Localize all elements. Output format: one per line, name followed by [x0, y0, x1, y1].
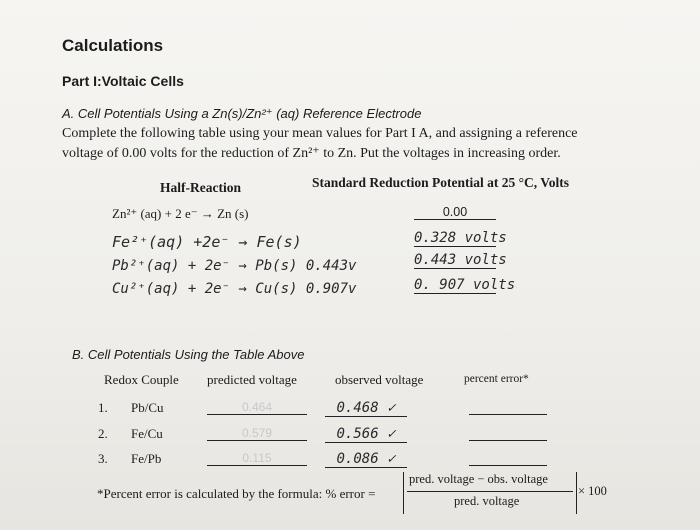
half-reaction-zn: Zn²⁺ (aq) + 2 e⁻ → Zn (s): [112, 206, 249, 221]
row-number: 2.: [98, 426, 108, 441]
fraction-line: [407, 491, 573, 492]
formula-denominator: pred. voltage: [454, 494, 520, 508]
observed-voltage: 0.566 ✓: [325, 426, 407, 443]
page-title: Calculations: [62, 36, 164, 55]
row-number: 3.: [98, 451, 108, 466]
predicted-voltage: 0.115: [207, 451, 307, 466]
redox-couple-label: Fe/Pb: [131, 451, 162, 466]
section-b-heading: B. Cell Potentials Using the Table Above: [72, 347, 305, 362]
half-reaction-fe: Fe²⁺(aq) +2e⁻ → Fe(s): [112, 233, 302, 251]
observed-voltage: 0.086 ✓: [325, 451, 407, 468]
formula-description: *Percent error is calculated by the formula: % error =: [97, 486, 376, 501]
formula-numerator: pred. voltage − obs. voltage: [409, 472, 548, 486]
half-reaction-cu: Cu²⁺(aq) + 2e⁻ → Cu(s) 0.907v: [112, 281, 357, 297]
column-header-half-reaction: Half-Reaction: [160, 180, 241, 195]
potential-zn: 0.00: [414, 205, 496, 220]
column-header-predicted: predicted voltage: [207, 372, 297, 387]
column-header-std-potential: Standard Reduction Potential at 25 °C, Volts: [312, 175, 570, 190]
predicted-voltage: 0.464: [207, 400, 307, 415]
potential-pb: 0.443 volts: [414, 252, 507, 268]
redox-couple-label: Pb/Cu: [131, 400, 164, 415]
percent-error-blank: [469, 400, 547, 415]
part-heading: Part I:Voltaic Cells: [62, 73, 184, 89]
redox-couple-label: Fe/Cu: [131, 426, 163, 441]
absolute-value-bar-right: [576, 472, 577, 514]
column-header-observed: observed voltage: [335, 372, 424, 387]
formula-multiplier: × 100: [578, 484, 607, 498]
column-header-percent-error: percent error*: [464, 373, 529, 385]
percent-error-blank: [469, 426, 547, 441]
instruction-line-1: Complete the following table using your mean values for Part I A, and assigning a reference: [62, 126, 578, 141]
absolute-value-bar-left: [403, 472, 404, 514]
potential-fe: 0.328 volts: [414, 230, 507, 246]
percent-error-blank: [469, 451, 547, 466]
row-number: 1.: [98, 400, 108, 415]
predicted-voltage: 0.579: [207, 426, 307, 441]
instruction-line-2: voltage of 0.00 volts for the reduction of Zn²⁺ to Zn. Put the voltages in increasing order.: [62, 146, 561, 161]
section-a-heading: A. Cell Potentials Using a Zn(s)/Zn²⁺ (aq) Reference Electrode: [62, 106, 422, 121]
column-header-redox-couple: Redox Couple: [104, 372, 179, 387]
potential-cu: 0. 907 volts: [414, 277, 516, 293]
half-reaction-pb: Pb²⁺(aq) + 2e⁻ → Pb(s) 0.443v: [112, 258, 357, 274]
observed-voltage: 0.468 ✓: [325, 400, 407, 417]
